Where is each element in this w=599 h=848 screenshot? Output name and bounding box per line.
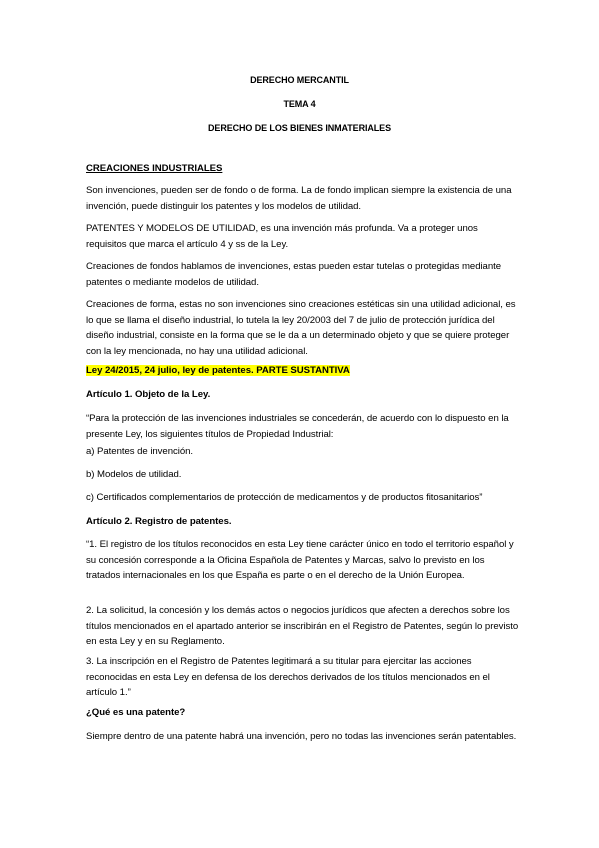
article-2-point-2: 2. La solicitud, la concesión y los demás actos o negocios jurídicos que afecten a derechos sobre los títulos mencionados en el apartado anterior se inscribirán en el Registro de Patentes, según lo previsto en esta Ley y en su Reglamento. bbox=[86, 605, 519, 647]
list-item-a: a) Patentes de invención. bbox=[86, 446, 194, 457]
list-item-b: b) Modelos de utilidad. bbox=[86, 469, 182, 480]
article-1-heading: Artículo 1. Objeto de la Ley. bbox=[86, 389, 211, 400]
article-2-point-1: “1. El registro de los títulos reconocidos en esta Ley tiene carácter único en todo el territorio español y su concesión corresponde a la Oficina Española de Patentes y Marcas, salvo lo previsto en los tratados internacionales en los que España es parte o en el derecho de la Unión Europea. bbox=[86, 539, 514, 581]
paragraph-3: Creaciones de fondos hablamos de invenciones, estas pueden estar tutelas o protegidas mediante patentes o mediante modelos de utilidad. bbox=[86, 261, 502, 288]
question-text: Siempre dentro de una patente habrá una invención, pero no todas las invenciones serán patentables. bbox=[86, 731, 517, 742]
question-heading: ¿Qué es una patente? bbox=[86, 707, 186, 718]
article-2-heading: Artículo 2. Registro de patentes. bbox=[86, 516, 232, 527]
article-2-point-3: 3. La inscripción en el Registro de Patentes legitimará a su titular para ejercitar las acciones reconocidas en esta Ley en defensa de los derechos derivados de los títulos mencionados en el artículo 1.” bbox=[86, 656, 490, 698]
section-title: CREACIONES INDUSTRIALES bbox=[86, 163, 223, 174]
article-1-text: “Para la protección de las invenciones industriales se concederán, de acuerdo con lo dispuesto en la presente Ley, los siguientes títulos de Propiedad Industrial: bbox=[86, 413, 509, 440]
list-item-c: c) Certificados complementarios de protección de medicamentos y de productos fitosanitarios” bbox=[86, 492, 483, 503]
paragraph-1: Son invenciones, pueden ser de fondo o de forma. La de fondo implican siempre la existencia de una invención, puede distinguir los patentes y los modelos de utilidad. bbox=[86, 185, 512, 212]
doc-subtitle: DERECHO DE LOS BIENES INMATERIALES bbox=[208, 123, 391, 133]
law-heading bbox=[86, 363, 520, 379]
law-heading-text: Ley 24/2015, 24 julio, ley de patentes. PARTE SUSTANTIVA bbox=[86, 365, 350, 376]
paragraph-2: PATENTES Y MODELOS DE UTILIDAD, es una invención más profunda. Va a proteger unos requisitos que marca el artículo 4 y ss de la Ley. bbox=[86, 223, 478, 250]
doc-topic: TEMA 4 bbox=[283, 99, 316, 109]
doc-title: DERECHO MERCANTIL bbox=[250, 75, 349, 85]
paragraph-4: Creaciones de forma, estas no son invenciones sino creaciones estéticas sin una utilidad adicional, es lo que se llama el diseño industrial, lo tutela la ley 20/2003 del 7 de julio de protección jurídica del diseño industrial, consiste en la forma que se le da a un determinado objeto y que se quiere proteger con la ley mencionada, no hay una utilidad adicional. bbox=[86, 299, 516, 357]
